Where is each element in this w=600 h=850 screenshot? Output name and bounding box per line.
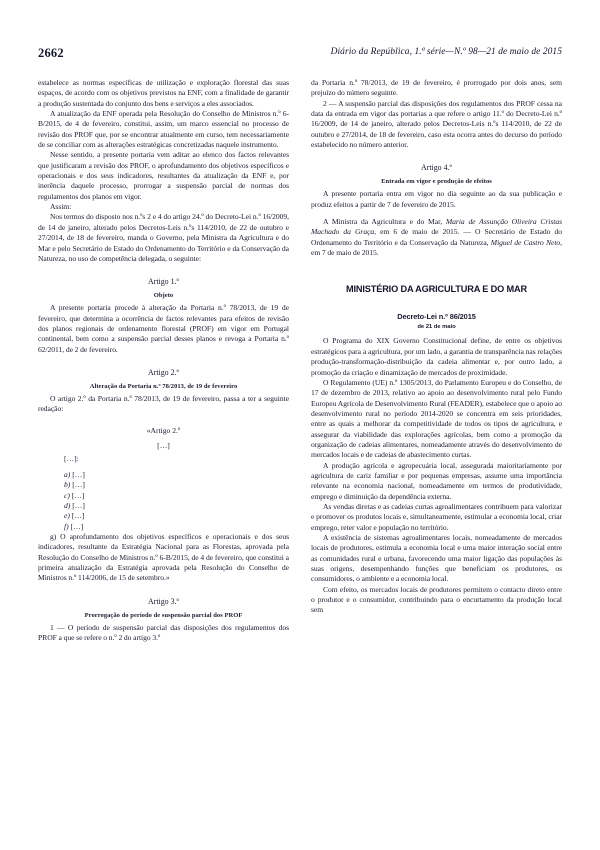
article-subheading: Entrada em vigor e produção de efeitos <box>381 178 492 186</box>
paragraph: A produção agrícola e agropecuária local, assegurada maioritariamente por agricultura de cariz familiar e por pequenas empresas, assume uma importância relevante na economia nacional, nomeadamente em termos de produtividade, emprego e diminuição da dependência externa. <box>311 460 562 501</box>
paragraph: Nesse sentido, a presente portaria vem aditar ao elenco dos factos relevantes que justificaram a revisão dos PROF, o aprofundamento dos objetivos específicos e operacionais e dos seus indicadores, resultantes da atualização da ENF e, por inerência daquele processo, prorrogar a suspensão parcial de normas dos regulamentos dos planos em vigor. <box>38 150 289 201</box>
list-item <box>38 470 289 480</box>
article-heading: Artigo 1.º <box>148 277 179 287</box>
list-item-text: […] <box>71 511 85 521</box>
two-column-layout <box>38 78 562 828</box>
signatory-name-secretary: Miguel de Castro Neto <box>490 237 561 247</box>
paragraph: Assim: <box>50 202 72 212</box>
quoted-article-ellipsis: […] <box>157 440 170 450</box>
running-head <box>38 46 562 62</box>
paragraph: Com efeito, os mercados locais de produtores permitem o contacto direto entre o produtor e o consumidor, contribuindo para o encurtamento da produção local sem <box>311 584 562 615</box>
signature-suffix: , em 7 de maio de 2015. <box>311 237 562 258</box>
paragraph: A atualização da ENF operada pela Resolução do Conselho de Ministros n.º 6-B/2015, de 4 de fevereiro, constitui, assim, um marco essencial no processo de revisão dos PROF que, por se encontrar atualmente em curso, tem necessariamente de se conciliar com as alterações estratégicas concretizadas naquele instrumento. <box>38 109 289 150</box>
article-subheading: Objeto <box>153 292 174 300</box>
list-item-text: […] <box>71 490 85 500</box>
list-item-label: b) <box>64 480 71 490</box>
list-item-text: […] <box>72 500 85 510</box>
paragraph: As vendas diretas e as cadeias curtas agroalimentares contribuem para valorizar e promover os produtos locais e, simultaneamente, estimular a economia local, criar emprego, reter valor e população no território. <box>311 501 562 532</box>
list-item <box>38 501 289 511</box>
diploma-title: Decreto-Lei n.º 86/2015 <box>397 312 476 322</box>
list-item-label: a) <box>64 469 71 479</box>
list-item-text: […] <box>72 480 85 490</box>
paragraph: A presente portaria procede à alteração da Portaria n.º 78/2013, de 19 de fevereiro, que determina a ocorrência de factos relevantes para efeitos de revisão dos planos regionais de ordenamento florestal (PROF) em vigor em Portugal continental, bem como a suspensão parcial desses planos e revoga a Portaria n.º 62/2011, de 2 de fevereiro. <box>38 303 289 354</box>
list-item-label: e) <box>64 511 70 521</box>
list-item-text: […] <box>72 469 85 479</box>
article-heading: Artigo 2.º <box>148 367 179 377</box>
article-heading: Artigo 4.º <box>421 163 452 173</box>
paragraph: O Regulamento (UE) n.º 1305/2013, do Parlamento Europeu e do Conselho, de 17 de dezembro de 2013, relativo ao apoio ao desenvolvimento rural pelo Fundo Europeu Agrícola de Desenvolvimento Rural (FEADER), estabelece que o apoio ao desenvolvimento rural no período 2014-2020 se concentra em seis prioridades, entre as quais a melhorar da competitividade de todos os tipos de agricultura, e assegurar da viabilidade das explorações agrícolas, bem como a promoção da organização de cadeias alimentares, nomeadamente através do desenvolvimento de mercados locais e de cadeias de abastecimento curtas. <box>311 377 562 460</box>
quoted-article-heading: «Artigo 2.º <box>146 425 181 435</box>
paragraph-continuation: da Portaria n.º 78/2013, de 19 de fevereiro, é prorrogado por dois anos, sem prejuízo do número seguinte. <box>311 78 562 98</box>
list-item <box>38 511 289 521</box>
list-item <box>38 480 289 490</box>
page-number: 2662 <box>38 46 64 60</box>
list-item-label: f) <box>64 521 69 531</box>
paragraph-continuation: estabelece as normas específicas de utilização e exploração florestal das suas espaços, de acordo com os objetivos previstos na ENF, com a finalidade de garantir a produção sustentada do conjunto dos bens e serviços a eles associados. <box>38 78 289 108</box>
signature-block <box>311 217 562 258</box>
ministry-heading: MINISTÉRIO DA AGRICULTURA E DO MAR <box>345 284 528 295</box>
list-item-g: g) O aprofundamento dos objetivos específicos e operacionais e dos seus indicadores, resultante da Estratégia Nacional para as Florestas, aprovada pela Resolução do Conselho de Ministros n.º 6-B/2015, de 4 de fevereiro, que constitui a primeira atualização da Estratégia aprovada pela Resolução do Conselho de Ministros n.º 114/2006, de 15 de setembro.» <box>38 532 289 583</box>
paragraph: A presente portaria entra em vigor no dia seguinte ao da sua publicação e produz efeitos a partir de 7 de fevereiro de 2015. <box>311 189 562 209</box>
paragraph: O artigo 2.º da Portaria n.º 78/2013, de 19 de fevereiro, passa a ter a seguinte redação: <box>38 393 289 414</box>
paragraph: O Programa do XIX Governo Constitucional define, de entre os objetivos estratégicos para a agricultura, por um lado, a garantia de transparência nas relações produção-transformação-distribuição da cadeia alimentar e, por outro lado, a promoção da criação e dinamização de mercados de proximidade. <box>311 336 562 377</box>
paragraph: 1 — O período de suspensão parcial das disposições dos regulamentos dos PROF a que se refere o n.º 2 do artigo 3.º <box>38 622 289 643</box>
diploma-date: de 21 de maio <box>417 324 456 331</box>
signatory-name-minister: Maria de Assunção Oliveira Cristas Machado da Graça <box>311 217 562 237</box>
article-heading: Artigo 3.º <box>148 596 179 606</box>
paragraph: Nos termos do disposto nos n.ºs 2 e 4 do artigo 24.º do Decreto-Lei n.º 16/2009, de 14 de janeiro, alterado pelos Decretos-Leis n.ºs 114/2010, de 22 de outubro e 27/2014, de 18 de fevereiro, manda o Governo, pela Ministra da Agricultura e do Mar e pelo Secretário de Estado do Ordenamento do Território e da Conservação da Natureza, no uso de competência delegada, o seguinte: <box>38 212 289 263</box>
article-subheading: Alteração da Portaria n.º 78/2013, de 19 de fevereiro <box>89 382 238 390</box>
publication-title: Diário da República, 1.ª série—N.º 98—21 de maio de 2015 <box>330 47 562 57</box>
list-item <box>38 491 289 501</box>
list-item-label: c) <box>64 490 70 500</box>
list-item <box>38 522 289 532</box>
left-column <box>38 78 289 828</box>
article-subheading: Prorrogação do período de suspensão parcial dos PROF <box>84 611 243 619</box>
right-column <box>311 78 562 828</box>
paragraph: A existência de sistemas agroalimentares locais, nomeadamente de mercados locais de produtores, estimula a economia local e uma maior interação social entre as comunidades rural e urbana, favorecendo uma maior ligação das populações às suas origens, desempenhando funções que beneficiam os produtores, os consumidores, o ambiente e a economia local. <box>311 533 562 584</box>
paragraph: 2 — A suspensão parcial das disposições dos regulamentos dos PROF cessa na data da entrada em vigor das portarias a que refere o artigo 11.º do Decreto-Lei n.º 16/2009, de 14 de janeiro, alterado pelos Decretos-Leis n.ºs 114/2010, de 22 de outubro e 27/2014, de 18 de fevereiro, caso esta ocorra antes do decurso do período estabelecido no número anterior. <box>311 98 562 150</box>
list-item-label: d) <box>64 500 71 510</box>
list-item-text: […] <box>70 521 84 531</box>
quoted-intro: […]: <box>64 453 79 463</box>
signature-middle: , em 6 de maio de 2015. — O Secretário de Estado do Ordenamento do Território e da Conservação da Natureza, <box>311 227 562 247</box>
signature-prefix: A Ministra da Agricultura e do Mar, <box>323 217 446 227</box>
